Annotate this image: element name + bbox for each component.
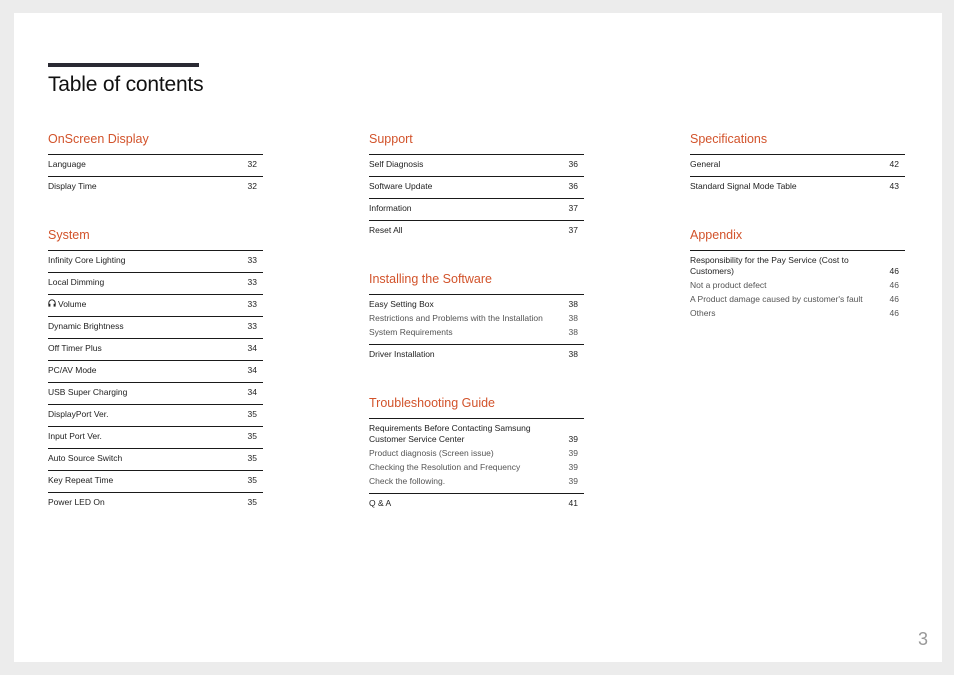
document-page <box>14 13 942 662</box>
toc-entry-page: 42 <box>889 159 899 169</box>
toc-section <box>369 270 584 366</box>
toc-entry[interactable] <box>369 327 584 338</box>
toc-entry-label <box>690 308 890 319</box>
toc-entry-label <box>369 327 569 338</box>
toc-entry-page: 33 <box>247 255 257 265</box>
toc-entry-group <box>369 419 584 494</box>
toc-entry-text: Local Dimming <box>48 277 105 287</box>
toc-entry[interactable] <box>369 225 584 236</box>
toc-entry-label <box>690 280 890 291</box>
toc-entry-page: 32 <box>247 159 257 169</box>
toc-entry-label <box>369 225 569 236</box>
toc-section <box>48 130 263 198</box>
toc-entry-page: 34 <box>247 365 257 375</box>
toc-entry-label <box>48 431 248 442</box>
toc-entry-page: 46 <box>889 294 899 304</box>
toc-entry[interactable] <box>369 462 584 473</box>
toc-entry-page: 38 <box>568 327 578 337</box>
toc-entry-page: 34 <box>247 387 257 397</box>
toc-entry[interactable] <box>690 294 905 305</box>
toc-entry-page: 34 <box>247 343 257 353</box>
toc-entry-page: 36 <box>568 181 578 191</box>
toc-entry-group <box>369 221 584 242</box>
toc-entry-label <box>48 277 248 288</box>
section-title[interactable]: Appendix <box>690 226 905 251</box>
toc-entry-group <box>690 177 905 198</box>
toc-entry-label <box>369 476 569 487</box>
toc-entry-label <box>48 181 248 192</box>
toc-entry[interactable] <box>369 299 584 310</box>
title-accent-bar <box>48 63 199 67</box>
toc-entry-text: Auto Source Switch <box>48 453 123 463</box>
toc-entry-text: DisplayPort Ver. <box>48 409 109 419</box>
toc-entry-group <box>48 339 263 361</box>
toc-entry-page: 39 <box>568 434 578 444</box>
toc-entry[interactable] <box>369 181 584 192</box>
toc-entry-page: 37 <box>568 203 578 213</box>
toc-entry[interactable] <box>369 313 584 324</box>
toc-entry[interactable] <box>690 280 905 291</box>
toc-entry-label <box>48 299 248 310</box>
toc-entry-page: 33 <box>247 277 257 287</box>
toc-entry-page: 46 <box>889 280 899 290</box>
toc-entry-text: Checking the Resolution and Frequency <box>369 462 521 472</box>
toc-entry-text: Display Time <box>48 181 97 191</box>
toc-entry[interactable] <box>48 409 263 420</box>
toc-entry-text: Driver Installation <box>369 349 435 359</box>
toc-entry-text: Not a product defect <box>690 280 767 290</box>
toc-entry-label <box>690 159 890 170</box>
toc-entry-page: 41 <box>568 498 578 508</box>
toc-entry-group <box>48 177 263 198</box>
toc-entry-text: Others <box>690 308 716 318</box>
toc-entry-label <box>369 423 569 445</box>
toc-entry-text: Responsibility for the Pay Service (Cost to Customers) <box>690 255 849 276</box>
toc-entry-group <box>690 251 905 325</box>
toc-entry-text: Self Diagnosis <box>369 159 424 169</box>
toc-entry-text: Software Update <box>369 181 433 191</box>
toc-entry-text: System Requirements <box>369 327 453 337</box>
toc-entry[interactable] <box>48 497 263 508</box>
toc-entry-text: Product diagnosis (Screen issue) <box>369 448 494 458</box>
toc-column-3 <box>690 130 905 325</box>
toc-section <box>690 130 905 198</box>
toc-entry-text: Restrictions and Problems with the Installation <box>369 313 543 323</box>
toc-entry[interactable] <box>369 159 584 170</box>
toc-entry-page: 35 <box>247 453 257 463</box>
toc-entry-label <box>48 365 248 376</box>
page-number: 3 <box>917 629 928 649</box>
section-title[interactable]: OnScreen Display <box>48 130 263 155</box>
toc-entry-page: 46 <box>889 308 899 318</box>
toc-entry-label <box>369 181 569 192</box>
toc-entry[interactable] <box>690 308 905 319</box>
toc-entry-group <box>48 361 263 383</box>
toc-section <box>369 394 584 515</box>
toc-entry-group <box>48 155 263 177</box>
toc-entry-label <box>48 497 248 508</box>
toc-entry[interactable] <box>369 476 584 487</box>
toc-entry-text: USB Super Charging <box>48 387 128 397</box>
toc-entry-group <box>369 199 584 221</box>
toc-entry[interactable] <box>48 475 263 486</box>
toc-entry-text: A Product damage caused by customer's fault <box>690 294 863 304</box>
toc-column-1 <box>48 130 263 514</box>
toc-entry-group <box>369 155 584 177</box>
toc-entry-label <box>369 498 569 509</box>
toc-entry-text: Input Port Ver. <box>48 431 102 441</box>
toc-entry-label <box>369 203 569 214</box>
toc-entry-text: Key Repeat Time <box>48 475 114 485</box>
toc-entry-page: 33 <box>247 299 257 309</box>
toc-entry-page: 33 <box>247 321 257 331</box>
toc-entry-text: Standard Signal Mode Table <box>690 181 797 191</box>
toc-entry-page: 38 <box>568 349 578 359</box>
toc-entry[interactable] <box>369 448 584 459</box>
toc-entry[interactable] <box>48 299 263 310</box>
toc-entry-group <box>369 177 584 199</box>
section-title[interactable]: Specifications <box>690 130 905 155</box>
toc-entry-page: 43 <box>889 181 899 191</box>
toc-entry-group <box>369 494 584 515</box>
toc-entry-text: General <box>690 159 721 169</box>
toc-entry[interactable] <box>48 277 263 288</box>
toc-entry-label <box>48 321 248 332</box>
toc-entry-page: 46 <box>889 266 899 276</box>
toc-entry-group <box>48 405 263 427</box>
toc-entry[interactable] <box>690 255 905 277</box>
toc-entry-label <box>369 349 569 360</box>
section-title[interactable]: System <box>48 226 263 251</box>
toc-entry-text: Easy Setting Box <box>369 299 434 309</box>
toc-entry-label <box>690 294 890 305</box>
toc-entry-page: 38 <box>568 299 578 309</box>
toc-entry-page: 32 <box>247 181 257 191</box>
toc-entry-group <box>48 317 263 339</box>
toc-entry-page: 35 <box>247 431 257 441</box>
toc-entry-label <box>48 159 248 170</box>
toc-section <box>690 226 905 325</box>
toc-entry-label <box>690 255 890 277</box>
toc-column-2 <box>369 130 584 515</box>
section-title[interactable]: Installing the Software <box>369 270 584 295</box>
toc-entry-label <box>48 475 248 486</box>
toc-section <box>369 130 584 242</box>
toc-entry-label <box>369 299 569 310</box>
toc-entry-group <box>369 295 584 345</box>
toc-entry-page: 35 <box>247 475 257 485</box>
toc-entry-text: Volume <box>58 299 87 309</box>
toc-entry[interactable] <box>690 181 905 192</box>
toc-entry-page: 39 <box>568 476 578 486</box>
toc-entry-page: 39 <box>568 462 578 472</box>
page-title: Table of contents <box>48 73 204 96</box>
toc-entry[interactable] <box>48 453 263 464</box>
toc-entry-page: 37 <box>568 225 578 235</box>
toc-entry-label <box>690 181 890 192</box>
toc-entry-label <box>369 313 569 324</box>
toc-entry-text: Q & A <box>369 498 392 508</box>
toc-entry[interactable] <box>369 423 584 445</box>
toc-entry[interactable] <box>48 431 263 442</box>
section-title[interactable]: Support <box>369 130 584 155</box>
toc-entry-group <box>48 383 263 405</box>
toc-entry-label <box>48 255 248 266</box>
toc-entry-label <box>369 448 569 459</box>
toc-entry[interactable] <box>48 343 263 354</box>
toc-entry-text: Infinity Core Lighting <box>48 255 126 265</box>
toc-entry[interactable] <box>369 203 584 214</box>
toc-entry-text: Check the following. <box>369 476 446 486</box>
toc-entry-group <box>48 295 263 317</box>
toc-entry-group <box>48 471 263 493</box>
toc-entry-group <box>48 273 263 295</box>
toc-entry-text: Off Timer Plus <box>48 343 102 353</box>
toc-entry-group <box>690 155 905 177</box>
toc-entry-page: 36 <box>568 159 578 169</box>
toc-entry[interactable] <box>48 159 263 170</box>
toc-entry[interactable] <box>48 365 263 376</box>
toc-entry-page: 35 <box>247 497 257 507</box>
toc-entry-label <box>48 409 248 420</box>
toc-entry[interactable] <box>369 349 584 360</box>
toc-entry-group <box>48 449 263 471</box>
toc-entry[interactable] <box>48 321 263 332</box>
section-title[interactable]: Troubleshooting Guide <box>369 394 584 419</box>
toc-entry-label <box>48 387 248 398</box>
headphones-icon <box>48 299 56 310</box>
toc-entry[interactable] <box>48 181 263 192</box>
toc-entry[interactable] <box>48 387 263 398</box>
toc-entry-label <box>369 159 569 170</box>
toc-entry[interactable] <box>48 255 263 266</box>
toc-entry[interactable] <box>369 498 584 509</box>
toc-entry-group <box>48 427 263 449</box>
toc-entry-group <box>369 345 584 366</box>
toc-section <box>48 226 263 514</box>
toc-entry[interactable] <box>690 159 905 170</box>
toc-entry-group <box>48 251 263 273</box>
toc-entry-label <box>369 462 569 473</box>
toc-entry-text: Requirements Before Contacting Samsung Customer Service Center <box>369 423 531 444</box>
toc-entry-page: 38 <box>568 313 578 323</box>
toc-entry-text: Dynamic Brightness <box>48 321 124 331</box>
toc-entry-text: Power LED On <box>48 497 105 507</box>
toc-entry-text: PC/AV Mode <box>48 365 97 375</box>
toc-entry-page: 39 <box>568 448 578 458</box>
toc-entry-page: 35 <box>247 409 257 419</box>
toc-entry-group <box>48 493 263 514</box>
toc-entry-label <box>48 453 248 464</box>
toc-entry-label <box>48 343 248 354</box>
toc-entry-text: Information <box>369 203 412 213</box>
toc-entry-text: Language <box>48 159 86 169</box>
toc-entry-text: Reset All <box>369 225 403 235</box>
